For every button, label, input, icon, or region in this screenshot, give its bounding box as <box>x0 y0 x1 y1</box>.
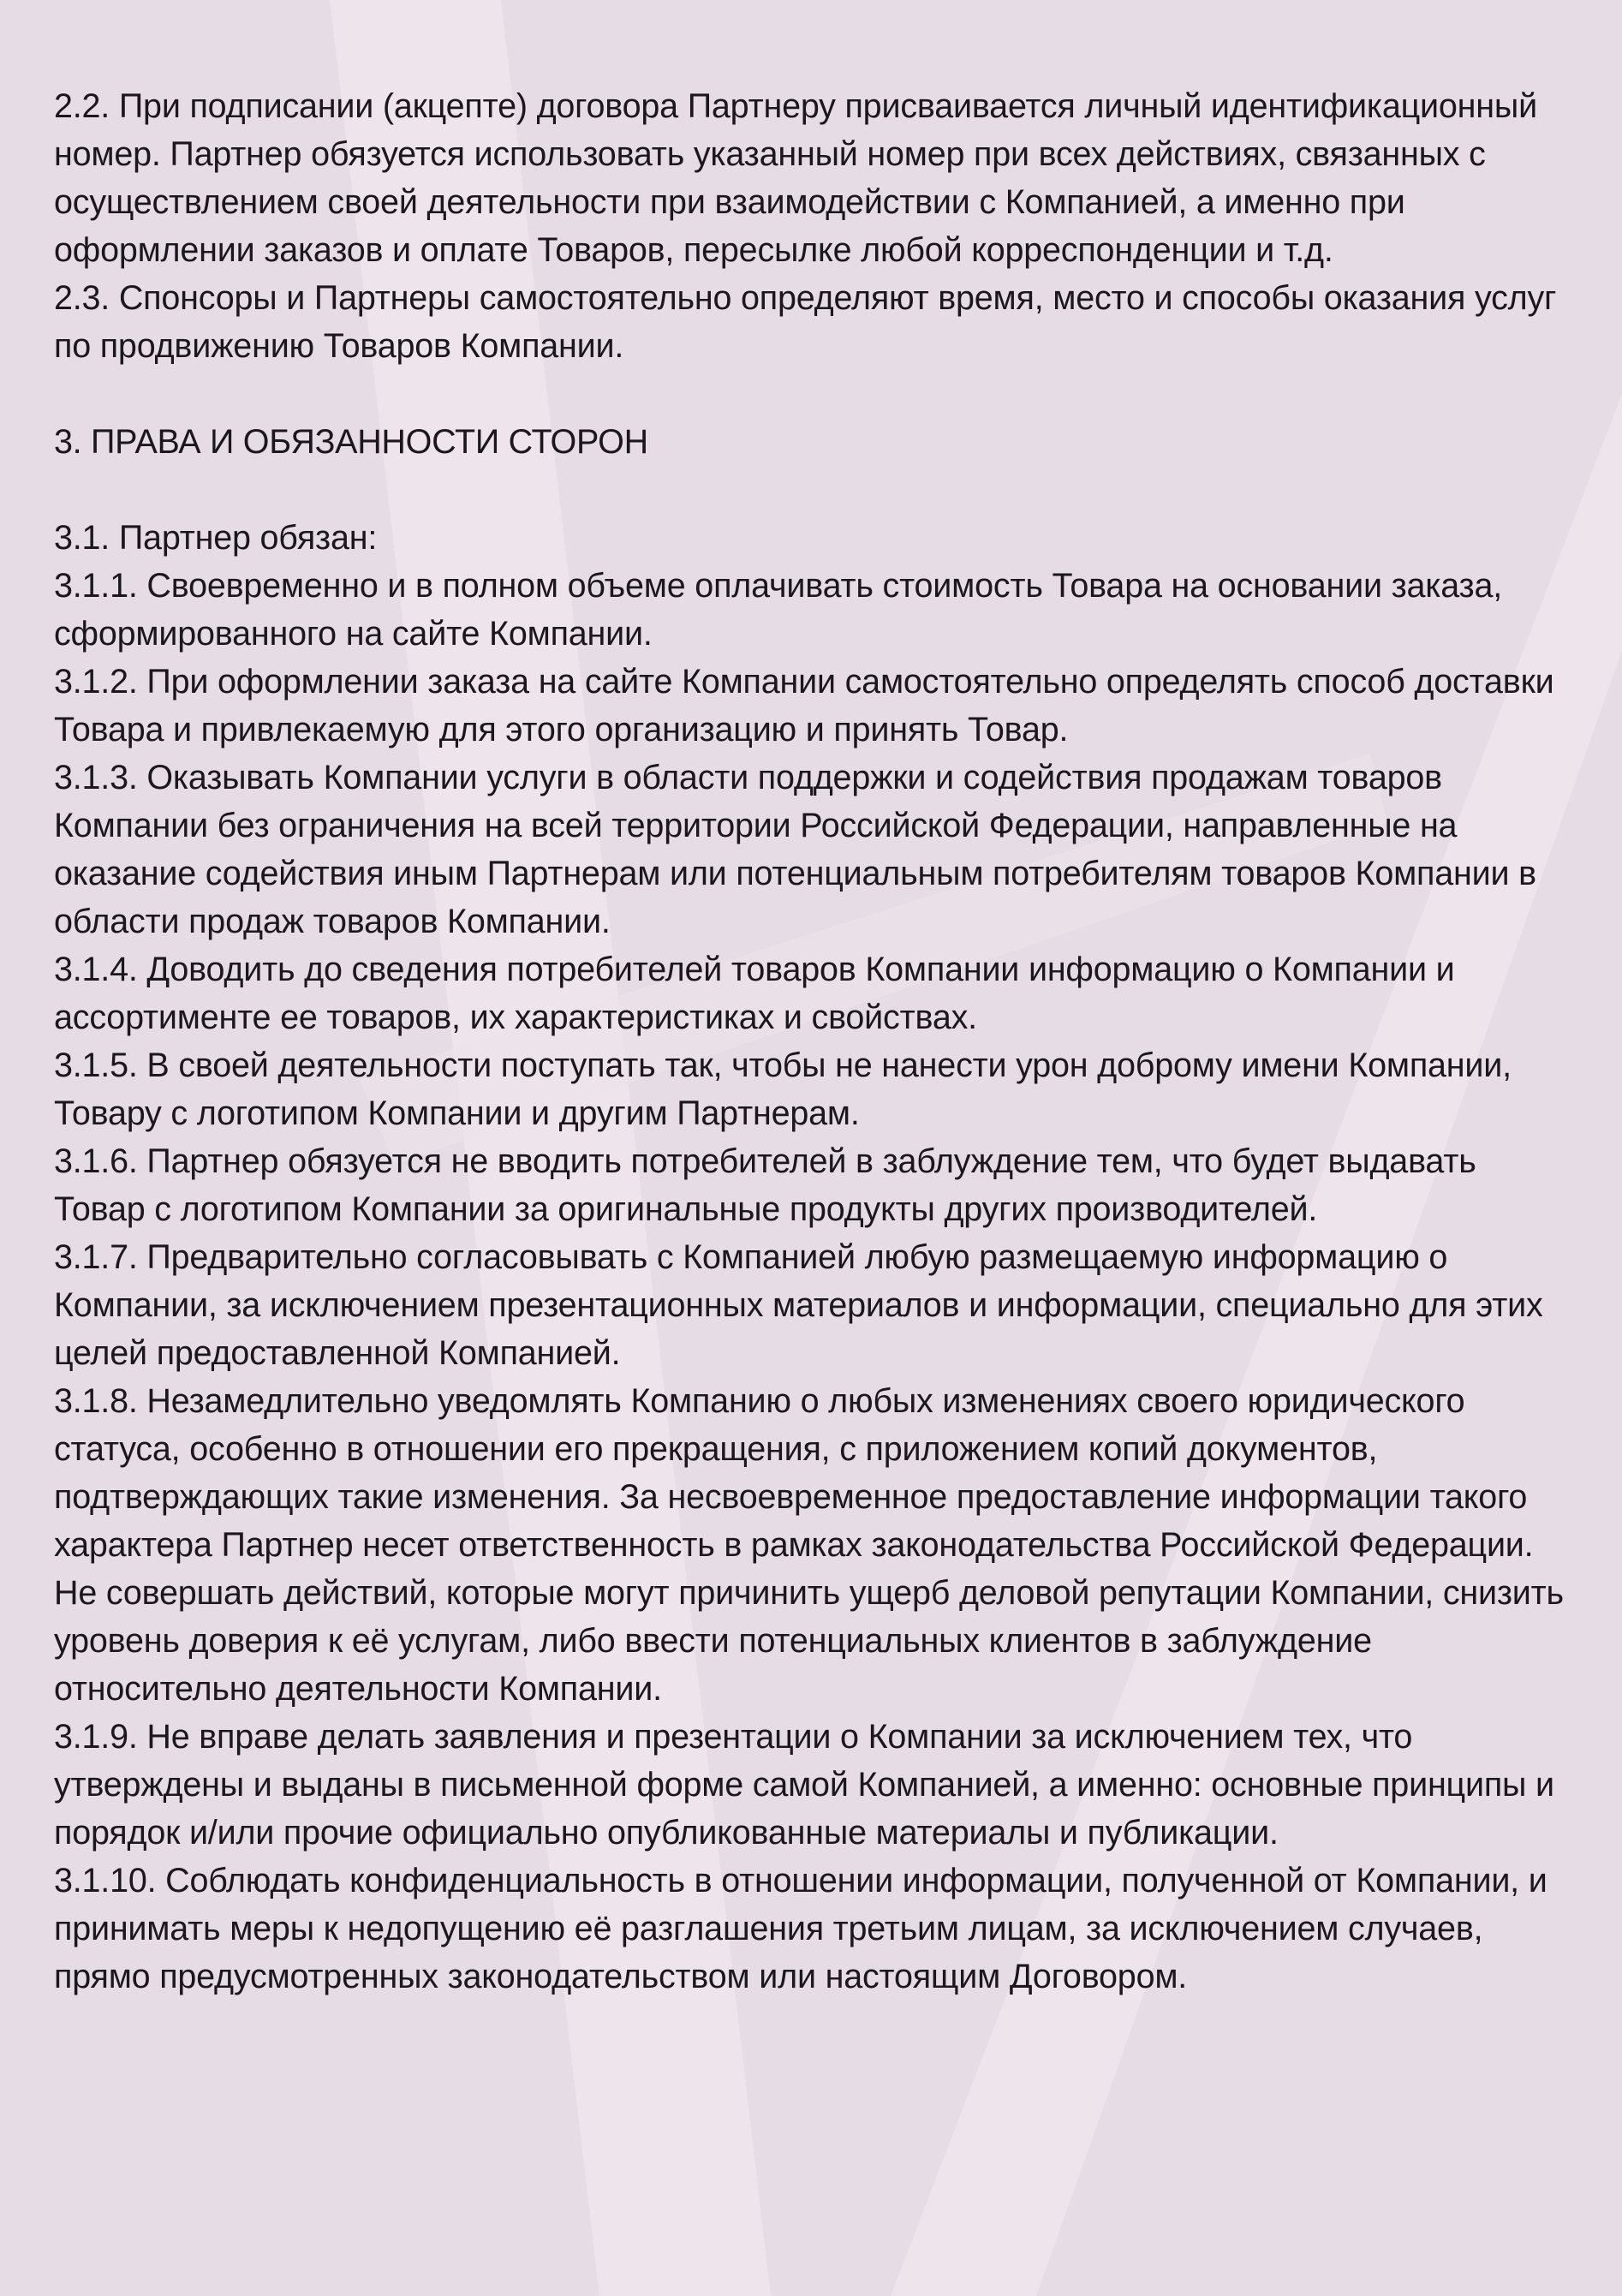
paragraph-3-1-10: 3.1.10. Соблюдать конфиденциальность в отношении информации, полученной от Компании, и принимать меры к недопущению её разглашения третьим лицам, за исключением случаев, прямо предусмотренных законодательством или настоящим Договором. <box>54 1862 1547 1995</box>
section-3-title: 3. ПРАВА И ОБЯЗАННОСТИ СТОРОН <box>54 423 648 461</box>
paragraph-3-1-7: 3.1.7. Предварительно согласовывать с Компанией любую размещаемую информацию о Компании, за исключением презентационных материалов и информации, специально для этих целей предоставленной Компанией. <box>54 1238 1543 1372</box>
paragraph-3-1-4: 3.1.4. Доводить до сведения потребителей товаров Компании информацию о Компании и ассортименте ее товаров, их характеристиках и свойствах. <box>54 951 1455 1036</box>
paragraph-2-2: 2.2. При подписании (акцепте) договора Партнеру присваивается личный идентификационный номер. Партнер обязуется использовать указанный номер при всех действиях, связанных с осуществлением своей деятельности при взаимодействии с Компанией, а именно при оформлении заказов и оплате Товаров, пересылке любой корреспонденции и т.д. <box>54 87 1537 269</box>
paragraph-3-1-1: 3.1.1. Своевременно и в полном объеме оплачивать стоимость Товара на основании заказа, сформированного на сайте Компании. <box>54 567 1503 653</box>
paragraph-3-1-9: 3.1.9. Не вправе делать заявления и презентации о Компании за исключением тех, что утверждены и выданы в письменной форме самой Компанией, а именно: основные принципы и порядок и/или прочие официально опубликованные материалы и публикации. <box>54 1718 1554 1852</box>
paragraph-3-1-8: 3.1.8. Незамедлительно уведомлять Компанию о любых изменениях своего юридического статуса, особенно в отношении его прекращения, с приложением копий документов, подтверждающих такие изменения. За несвоевременное предоставление информации такого характера Партнер несет ответственность в рамках законодательства Российской Федерации. Не совершать действий, которые могут причинить ущерб деловой репутации Компании, снизить уровень доверия к её услугам, либо ввести потенциальных клиентов в заблуждение относительно деятельности Компании. <box>54 1382 1564 1708</box>
paragraph-3-1-2: 3.1.2. При оформлении заказа на сайте Компании самостоятельно определять способ доставки Товара и привлекаемую для этого организацию и принять Товар. <box>54 663 1554 748</box>
section-3-body <box>54 514 1565 2001</box>
section-2-continuation <box>54 82 1565 370</box>
paragraph-3-1: 3.1. Партнер обязан: <box>54 519 378 557</box>
paragraph-3-1-3: 3.1.3. Оказывать Компании услуги в области поддержки и содействия продажам товаров Компании без ограничения на всей территории Российской Федерации, направленные на оказание содействия иным Партнерам или потенциальным потребителям товаров Компании в области продаж товаров Компании. <box>54 759 1536 940</box>
paragraph-2-3: 2.3. Спонсоры и Партнеры самостоятельно определяют время, место и способы оказания услуг по продвижению Товаров Компании. <box>54 279 1557 365</box>
paragraph-3-1-5: 3.1.5. В своей деятельности поступать так, чтобы не нанести урон доброму имени Компании, Товару с логотипом Компании и другим Партнерам. <box>54 1047 1512 1132</box>
paragraph-3-1-6: 3.1.6. Партнер обязуется не вводить потребителей в заблуждение тем, что будет выдавать Товар с логотипом Компании за оригинальные продукты других производителей. <box>54 1142 1476 1228</box>
